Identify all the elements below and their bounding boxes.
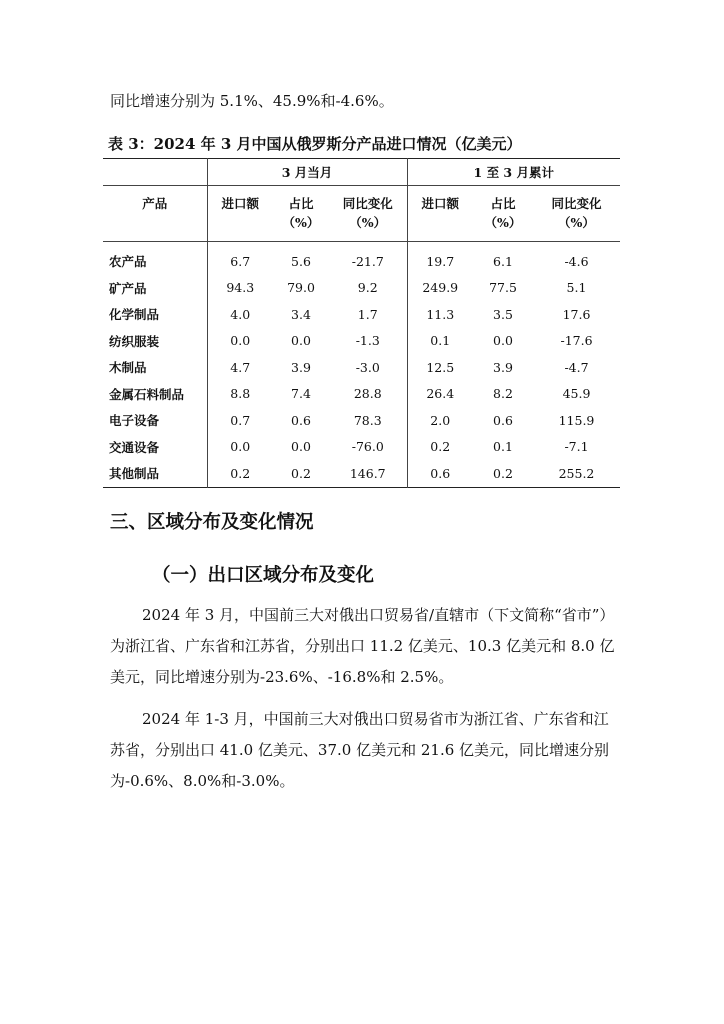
cell-ytd-share: 3.9 [493, 359, 513, 375]
table-row [103, 434, 620, 461]
header-march-change: 同比变化 （%） [329, 186, 407, 242]
cell-ytd-import: 12.5 [407, 354, 473, 381]
cell-march-share: 0.0 [291, 333, 311, 349]
header-group-ytd: 1 至 3 月累计 [407, 159, 620, 186]
header-march-share: 占比 （%） [273, 186, 329, 242]
header-ytd-change: 同比变化 （%） [533, 186, 620, 242]
cell-product: 木制品 [109, 360, 147, 376]
cell-ytd-change: 255.2 [558, 465, 595, 481]
cell-ytd-import: 0.1 [407, 328, 473, 355]
table-row [103, 242, 620, 275]
cell-march-import: 6.7 [207, 242, 273, 275]
cell-march-change: 1.7 [357, 306, 378, 322]
cell-march-share: 79.0 [287, 280, 315, 296]
cell-march-import: 0.7 [207, 407, 273, 434]
cell-ytd-import: 249.9 [407, 275, 473, 302]
cell-product: 交通设备 [109, 439, 160, 455]
cell-product: 纺织服装 [109, 333, 160, 349]
cell-ytd-import: 0.2 [407, 434, 473, 461]
cell-march-import: 0.0 [207, 328, 273, 355]
paragraph-ytd: 2024 年 1-3 月，中国前三大对俄出口贸易省市为浙江省、广东省和江苏省，分别出口 41.0 亿美元、37.0 亿美元和 21.6 亿美元，同比增速分别为-0.6%、8.0%和-3.0%。 [110, 710, 610, 790]
cell-march-change: 78.3 [353, 412, 382, 428]
subsection-heading: （一）出口区域分布及变化 [152, 565, 375, 586]
cell-ytd-change: -4.6 [564, 253, 589, 269]
table-row [103, 354, 620, 381]
header-product: 产品 [103, 186, 207, 242]
cell-march-change: 28.8 [353, 386, 382, 402]
cell-product: 金属石料制品 [109, 386, 185, 402]
cell-ytd-share: 77.5 [489, 280, 517, 296]
table-column-header-row [103, 186, 620, 242]
cell-march-change: -1.3 [355, 333, 380, 349]
cell-march-change: 9.2 [357, 280, 378, 296]
cell-ytd-share: 8.2 [493, 386, 513, 402]
cell-march-share: 5.6 [291, 253, 311, 269]
header-blank [103, 159, 207, 186]
cell-march-change: -3.0 [355, 359, 380, 375]
cell-march-import: 0.0 [207, 434, 273, 461]
lead-text: 同比增速分别为 5.1%、45.9%和-4.6%。 [110, 92, 394, 110]
cell-ytd-share: 6.1 [493, 253, 513, 269]
cell-product: 农产品 [109, 254, 147, 270]
cell-ytd-share: 0.1 [493, 439, 513, 455]
cell-product: 其他制品 [109, 466, 160, 482]
cell-ytd-change: 17.6 [562, 306, 591, 322]
cell-ytd-share: 0.2 [493, 465, 513, 481]
cell-march-import: 4.0 [207, 301, 273, 328]
cell-march-import: 8.8 [207, 381, 273, 408]
cell-march-change: -76.0 [351, 439, 384, 455]
cell-march-import: 94.3 [207, 275, 273, 302]
cell-product: 矿产品 [109, 280, 147, 296]
cell-march-share: 3.4 [291, 306, 311, 322]
cell-ytd-import: 11.3 [407, 301, 473, 328]
cell-ytd-share: 0.6 [493, 412, 513, 428]
cell-march-change: -21.7 [351, 253, 384, 269]
cell-march-share: 0.6 [291, 412, 311, 428]
cell-ytd-change: -7.1 [564, 439, 589, 455]
cell-march-share: 0.2 [291, 465, 311, 481]
table-row [103, 381, 620, 408]
section-heading: 三、区域分布及变化情况 [110, 512, 314, 533]
table-row [103, 275, 620, 302]
cell-march-share: 3.9 [291, 359, 311, 375]
cell-march-import: 4.7 [207, 354, 273, 381]
cell-product: 化学制品 [109, 307, 160, 323]
cell-march-import: 0.2 [207, 460, 273, 487]
header-ytd-import: 进口额 [407, 186, 473, 242]
cell-ytd-change: -17.6 [560, 333, 593, 349]
table-caption: 表 3：2024 年 3 月中国从俄罗斯分产品进口情况（亿美元） [108, 135, 522, 153]
cell-ytd-share: 0.0 [493, 333, 513, 349]
header-march-import: 进口额 [207, 186, 273, 242]
table-row [103, 407, 620, 434]
header-ytd-share: 占比 （%） [473, 186, 533, 242]
cell-ytd-import: 0.6 [407, 460, 473, 487]
table-group-header-row [103, 159, 620, 186]
cell-ytd-change: 115.9 [558, 412, 595, 428]
cell-ytd-share: 3.5 [493, 306, 513, 322]
cell-ytd-change: 5.1 [566, 280, 587, 296]
table-row [103, 328, 620, 355]
table-row [103, 460, 620, 487]
cell-ytd-import: 19.7 [407, 242, 473, 275]
cell-product: 电子设备 [109, 413, 160, 429]
cell-march-share: 0.0 [291, 439, 311, 455]
cell-march-change: 146.7 [349, 465, 386, 481]
header-group-march: 3 月当月 [207, 159, 407, 186]
table-row [103, 301, 620, 328]
paragraph-march: 2024 年 3 月，中国前三大对俄出口贸易省/直辖市（下文简称“省市”）为浙江省、广东省和江苏省，分别出口 11.2 亿美元、10.3 亿美元和 8.0 亿美元，同比增速分别为-23.6%、-16.8%和 2.5%。 [110, 606, 615, 686]
cell-ytd-change: 45.9 [562, 386, 591, 402]
cell-march-share: 7.4 [291, 386, 311, 402]
cell-ytd-import: 26.4 [407, 381, 473, 408]
cell-ytd-change: -4.7 [564, 359, 589, 375]
import-table [103, 158, 620, 488]
cell-ytd-import: 2.0 [407, 407, 473, 434]
